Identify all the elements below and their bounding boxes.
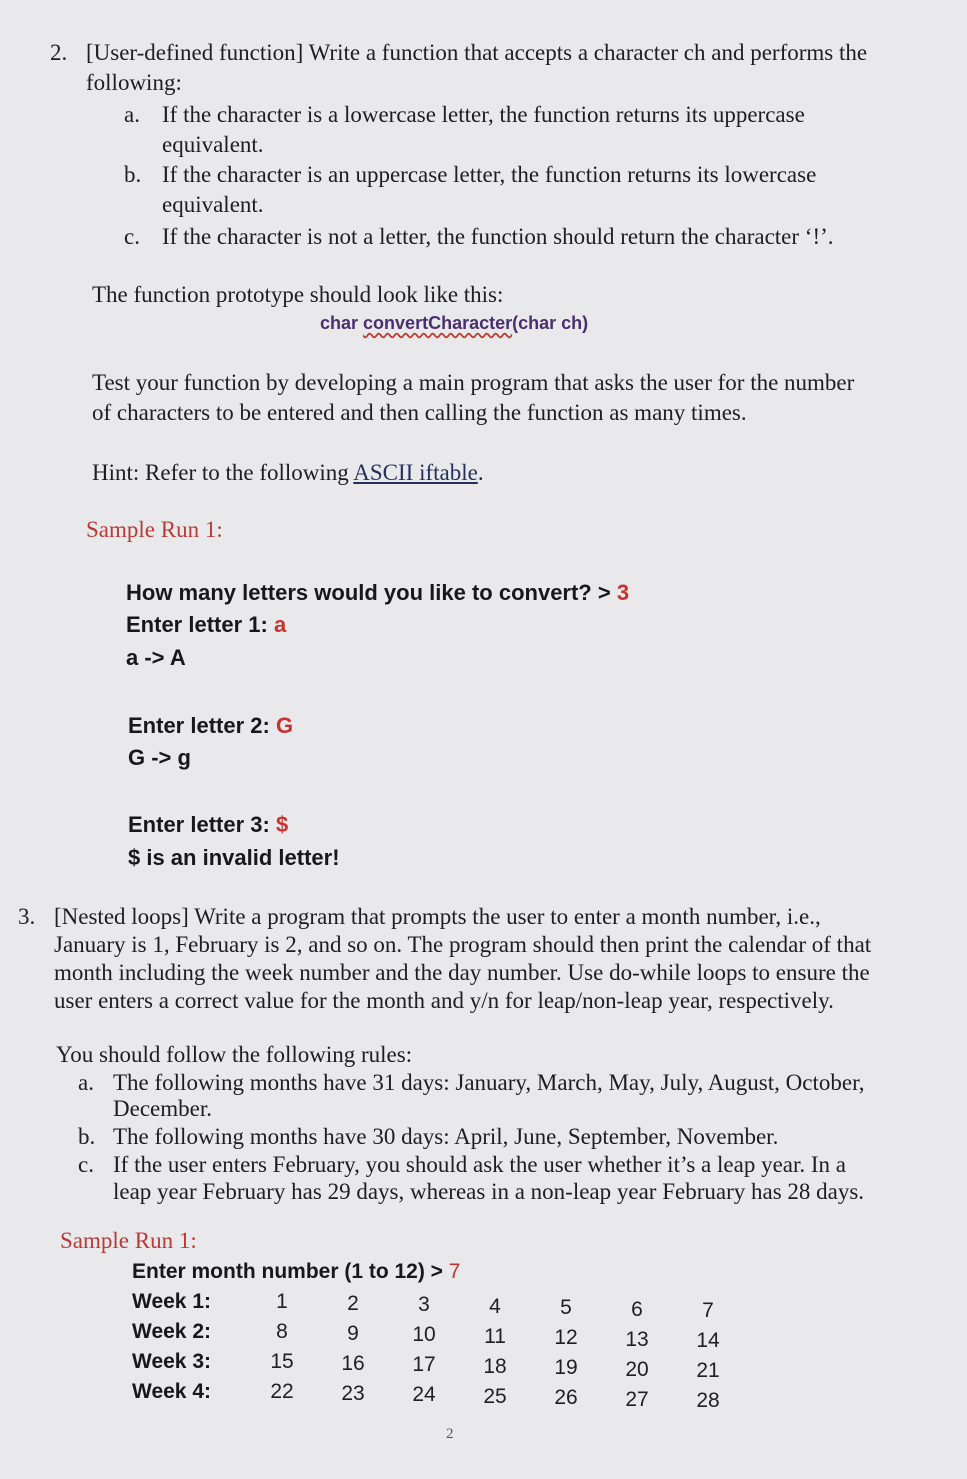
week-label: Week 1: (132, 1290, 211, 1313)
calendar-day: 9 (347, 1321, 359, 1345)
test-instructions-line-2: of characters to be entered and then calling the function as many times. (92, 400, 747, 425)
enter-letter-label: Enter letter 3: (128, 812, 276, 837)
calendar-day: 26 (554, 1386, 578, 1409)
prototype-function-name: convertCharacter (363, 313, 513, 333)
q2-item-b-line-1: If the character is an uppercase letter, the function returns its lowercase (162, 162, 817, 187)
q2-item-c-marker: c. (124, 224, 140, 249)
q2-item-a-line-2: equivalent. (162, 132, 264, 157)
hint-prefix: Hint: Refer to the following (92, 460, 354, 485)
calendar-day: 15 (270, 1350, 294, 1373)
letter-input: G (275, 713, 294, 738)
calendar-day: 2 (347, 1291, 359, 1315)
calendar-day: 10 (412, 1323, 436, 1346)
q2-sample-prompt: How many letters would you like to convert? > (126, 580, 617, 605)
calendar-day: 12 (554, 1326, 578, 1349)
calendar-day: 25 (483, 1384, 507, 1408)
calendar-day: 4 (489, 1294, 501, 1318)
q2-item-b-marker: b. (124, 162, 142, 187)
prototype-return-type: char (320, 313, 359, 333)
calendar-day: 13 (625, 1327, 649, 1351)
week-label: Week 2: (132, 1320, 211, 1343)
q2-item-c-line-1: If the character is not a letter, the function should return the character ‘!’. (162, 224, 834, 249)
month-number-input: 7 (448, 1260, 461, 1283)
calendar-day: 5 (560, 1296, 572, 1319)
q2-sample-run-2-result: G -> g (128, 745, 191, 770)
calendar-day: 27 (625, 1387, 649, 1411)
calendar-day: 28 (696, 1389, 720, 1412)
q3-sample-prompt: Enter month number (1 to 12) > (132, 1260, 449, 1283)
rule-a-marker: a. (78, 1070, 94, 1095)
question-2-text-line-2: following: (86, 70, 182, 95)
calendar-day: 20 (625, 1357, 649, 1381)
calendar-day: 6 (631, 1297, 643, 1321)
calendar-day: 8 (276, 1320, 288, 1343)
rule-c-line-1: If the user enters February, you should ask the user whether it’s a leap year. In a (113, 1152, 846, 1177)
calendar-day: 17 (412, 1353, 436, 1376)
rules-intro: You should follow the following rules: (56, 1042, 413, 1067)
enter-letter-label: Enter letter 2: (128, 713, 276, 738)
q2-item-a-line-1: If the character is a lowercase letter, the function returns its uppercase (162, 102, 805, 127)
calendar-day: 18 (483, 1354, 507, 1378)
rule-c-marker: c. (78, 1152, 94, 1177)
q2-item-b-line-2: equivalent. (162, 192, 264, 217)
calendar-day: 23 (341, 1381, 365, 1405)
rule-a-line-2: December. (113, 1096, 212, 1121)
q2-item-a-marker: a. (124, 102, 140, 127)
question-3-number: 3. (18, 904, 36, 929)
question-3-text-line-4: user enters a correct value for the month and y/n for leap/non-leap year, respectively. (54, 988, 834, 1013)
question-2-number: 2. (50, 40, 68, 65)
question-3-text-line-3: month including the week number and the day number. Use do-while loops to ensure the (54, 960, 870, 985)
page-number: 2 (446, 1426, 454, 1442)
hint-suffix: . (477, 460, 484, 485)
calendar-day: 11 (484, 1324, 506, 1348)
calendar-day: 14 (696, 1329, 720, 1352)
ascii-table-link[interactable]: ASCII iftable (353, 460, 478, 485)
question-3-text-line-1: [Nested loops] Write a program that prompts the user to enter a month number, i.e., (54, 904, 821, 929)
prototype-params: (char ch) (512, 313, 589, 333)
calendar-day: 21 (696, 1359, 720, 1382)
calendar-day: 3 (418, 1293, 430, 1316)
calendar-day: 1 (276, 1290, 288, 1313)
rule-b-line-1: The following months have 30 days: April, June, September, November. (113, 1124, 779, 1149)
q2-sample-run-heading: Sample Run 1: (86, 517, 223, 542)
q3-sample-run-heading: Sample Run 1: (60, 1228, 197, 1253)
week-label: Week 3: (132, 1350, 211, 1373)
calendar-day: 16 (341, 1351, 365, 1375)
question-2-text-line-1: [User-defined function] Write a function that accepts a character ch and performs the (86, 40, 868, 65)
q2-sample-count-input: 3 (616, 580, 630, 605)
letter-input: $ (275, 812, 289, 837)
rule-c-line-2: leap year February has 29 days, whereas in a non-leap year February has 28 days. (113, 1179, 865, 1204)
rule-b-marker: b. (78, 1124, 96, 1149)
calendar-day: 22 (270, 1380, 294, 1403)
question-3-text-line-2: January is 1, February is 2, and so on. The program should then print the calendar of that (54, 932, 872, 957)
prototype-intro: The function prototype should look like this: (92, 282, 504, 307)
calendar-day: 7 (702, 1299, 714, 1322)
rule-a-line-1: The following months have 31 days: January, March, May, July, August, October, (113, 1070, 865, 1095)
calendar-day: 24 (412, 1383, 436, 1406)
test-instructions-line-1: Test your function by developing a main program that asks the user for the number (92, 370, 855, 395)
q2-sample-run-3-result: $ is an invalid letter! (128, 845, 340, 870)
letter-input: a (273, 612, 287, 637)
q2-sample-run-1-result: a -> A (126, 645, 186, 670)
week-label: Week 4: (132, 1380, 211, 1403)
calendar-day: 19 (554, 1356, 578, 1379)
enter-letter-label: Enter letter 1: (126, 612, 274, 637)
